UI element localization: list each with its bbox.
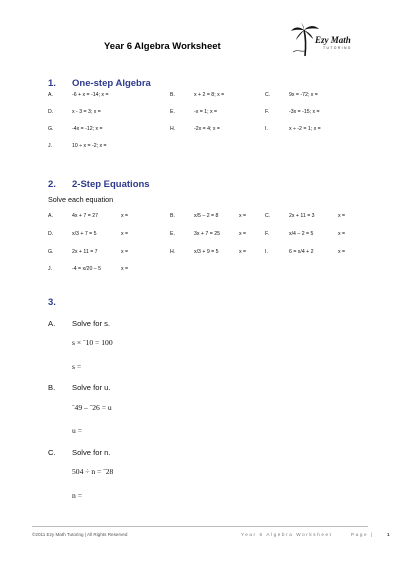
item-label: I. [265,249,268,255]
answer-label: x = [338,231,346,237]
item-expr: x + 2 = 8; x = [194,92,225,98]
problem-answer: n = [72,491,82,500]
item-expr: x - 3 = 3; x = [72,109,101,115]
item-expr: x/4 – 2 = 5 [289,231,314,237]
problem-answer: s = [72,362,82,371]
problem-label: A. [48,319,56,328]
item-expr: 9x = -72; x = [289,92,318,98]
problem-equation: 504 ÷ n = ˉ28 [72,467,114,476]
item-expr: -x = 1; x = [194,109,218,115]
section-2-instruction: Solve each equation [48,195,114,204]
answer-label: x = [121,213,129,219]
item-label: D. [48,231,54,237]
item-label: H. [170,126,176,132]
item-label: F. [265,109,270,115]
section-2-number: 2. [48,179,56,190]
item-expr: -6 + x = -14; x = [72,92,109,98]
item-label: E. [170,109,175,115]
item-label: A. [48,213,53,219]
footer-title: Year 6 Algebra Worksheet [241,532,333,537]
item-expr: x/3 + 9 = 5 [194,249,219,255]
ezy-math-logo [289,22,359,58]
item-label: J. [48,266,53,272]
item-expr: 3x + 7 = 25 [194,231,220,237]
answer-label: x = [338,249,346,255]
footer-page-label: Page | [351,532,374,537]
item-expr: x/5 – 2 = 8 [194,213,219,219]
item-expr: 2x + 11 = 7 [72,249,98,255]
item-label: F. [265,231,270,237]
item-expr: 10 ÷ x = -2; x = [72,143,107,149]
answer-label: x = [239,213,247,219]
section-1-heading: One-step Algebra [72,78,151,89]
item-label: A. [48,92,53,98]
item-expr: -2x = 4; x = [194,126,220,132]
problem-prompt: Solve for n. [72,448,111,457]
item-label: J. [48,143,53,149]
section-3-number: 3. [48,297,56,308]
answer-label: x = [239,249,247,255]
item-label: E. [170,231,175,237]
item-label: H. [170,249,176,255]
item-label: B. [170,92,175,98]
problem-prompt: Solve for s. [72,319,110,328]
worksheet-title: Year 6 Algebra Worksheet [104,41,221,52]
section-1-number: 1. [48,78,56,89]
answer-label: x = [121,266,129,272]
logo-subtext: TUTORING [323,46,352,50]
item-expr: -4x = -12; x = [72,126,103,132]
answer-label: x = [121,249,129,255]
item-label: G. [48,126,54,132]
section-2-heading: 2-Step Equations [72,179,150,190]
footer-page-number: 1 [387,532,390,537]
problem-label: B. [48,383,56,392]
item-label: C. [265,92,271,98]
item-label: I. [265,126,268,132]
item-expr: -4 = x/20 – 5 [72,266,101,272]
problem-equation: ˉ49 – ˉ26 = u [72,403,112,412]
answer-label: x = [239,231,247,237]
footer-divider [32,526,368,527]
item-expr: 6 = x/4 + 2 [289,249,314,255]
item-expr: x ÷ -2 = 1; x = [289,126,321,132]
item-expr: -3x = -15; x = [289,109,320,115]
item-expr: 2x + 11 = 3 [289,213,315,219]
item-label: D. [48,109,54,115]
item-label: B. [170,213,175,219]
item-expr: 4x + 7 = 27 [72,213,98,219]
answer-label: x = [121,231,129,237]
footer-copyright: ©2011 Ezy Math Tutoring | All Rights Reserved [32,532,128,537]
problem-equation: s × ˉ10 = 100 [72,338,113,347]
problem-label: C. [48,448,56,457]
problem-answer: u = [72,426,82,435]
problem-prompt: Solve for u. [72,383,111,392]
answer-label: x = [338,213,346,219]
item-label: C. [265,213,271,219]
logo-text: Ezy Math [315,35,351,45]
item-expr: x/3 + 7 = 5 [72,231,97,237]
item-label: G. [48,249,54,255]
